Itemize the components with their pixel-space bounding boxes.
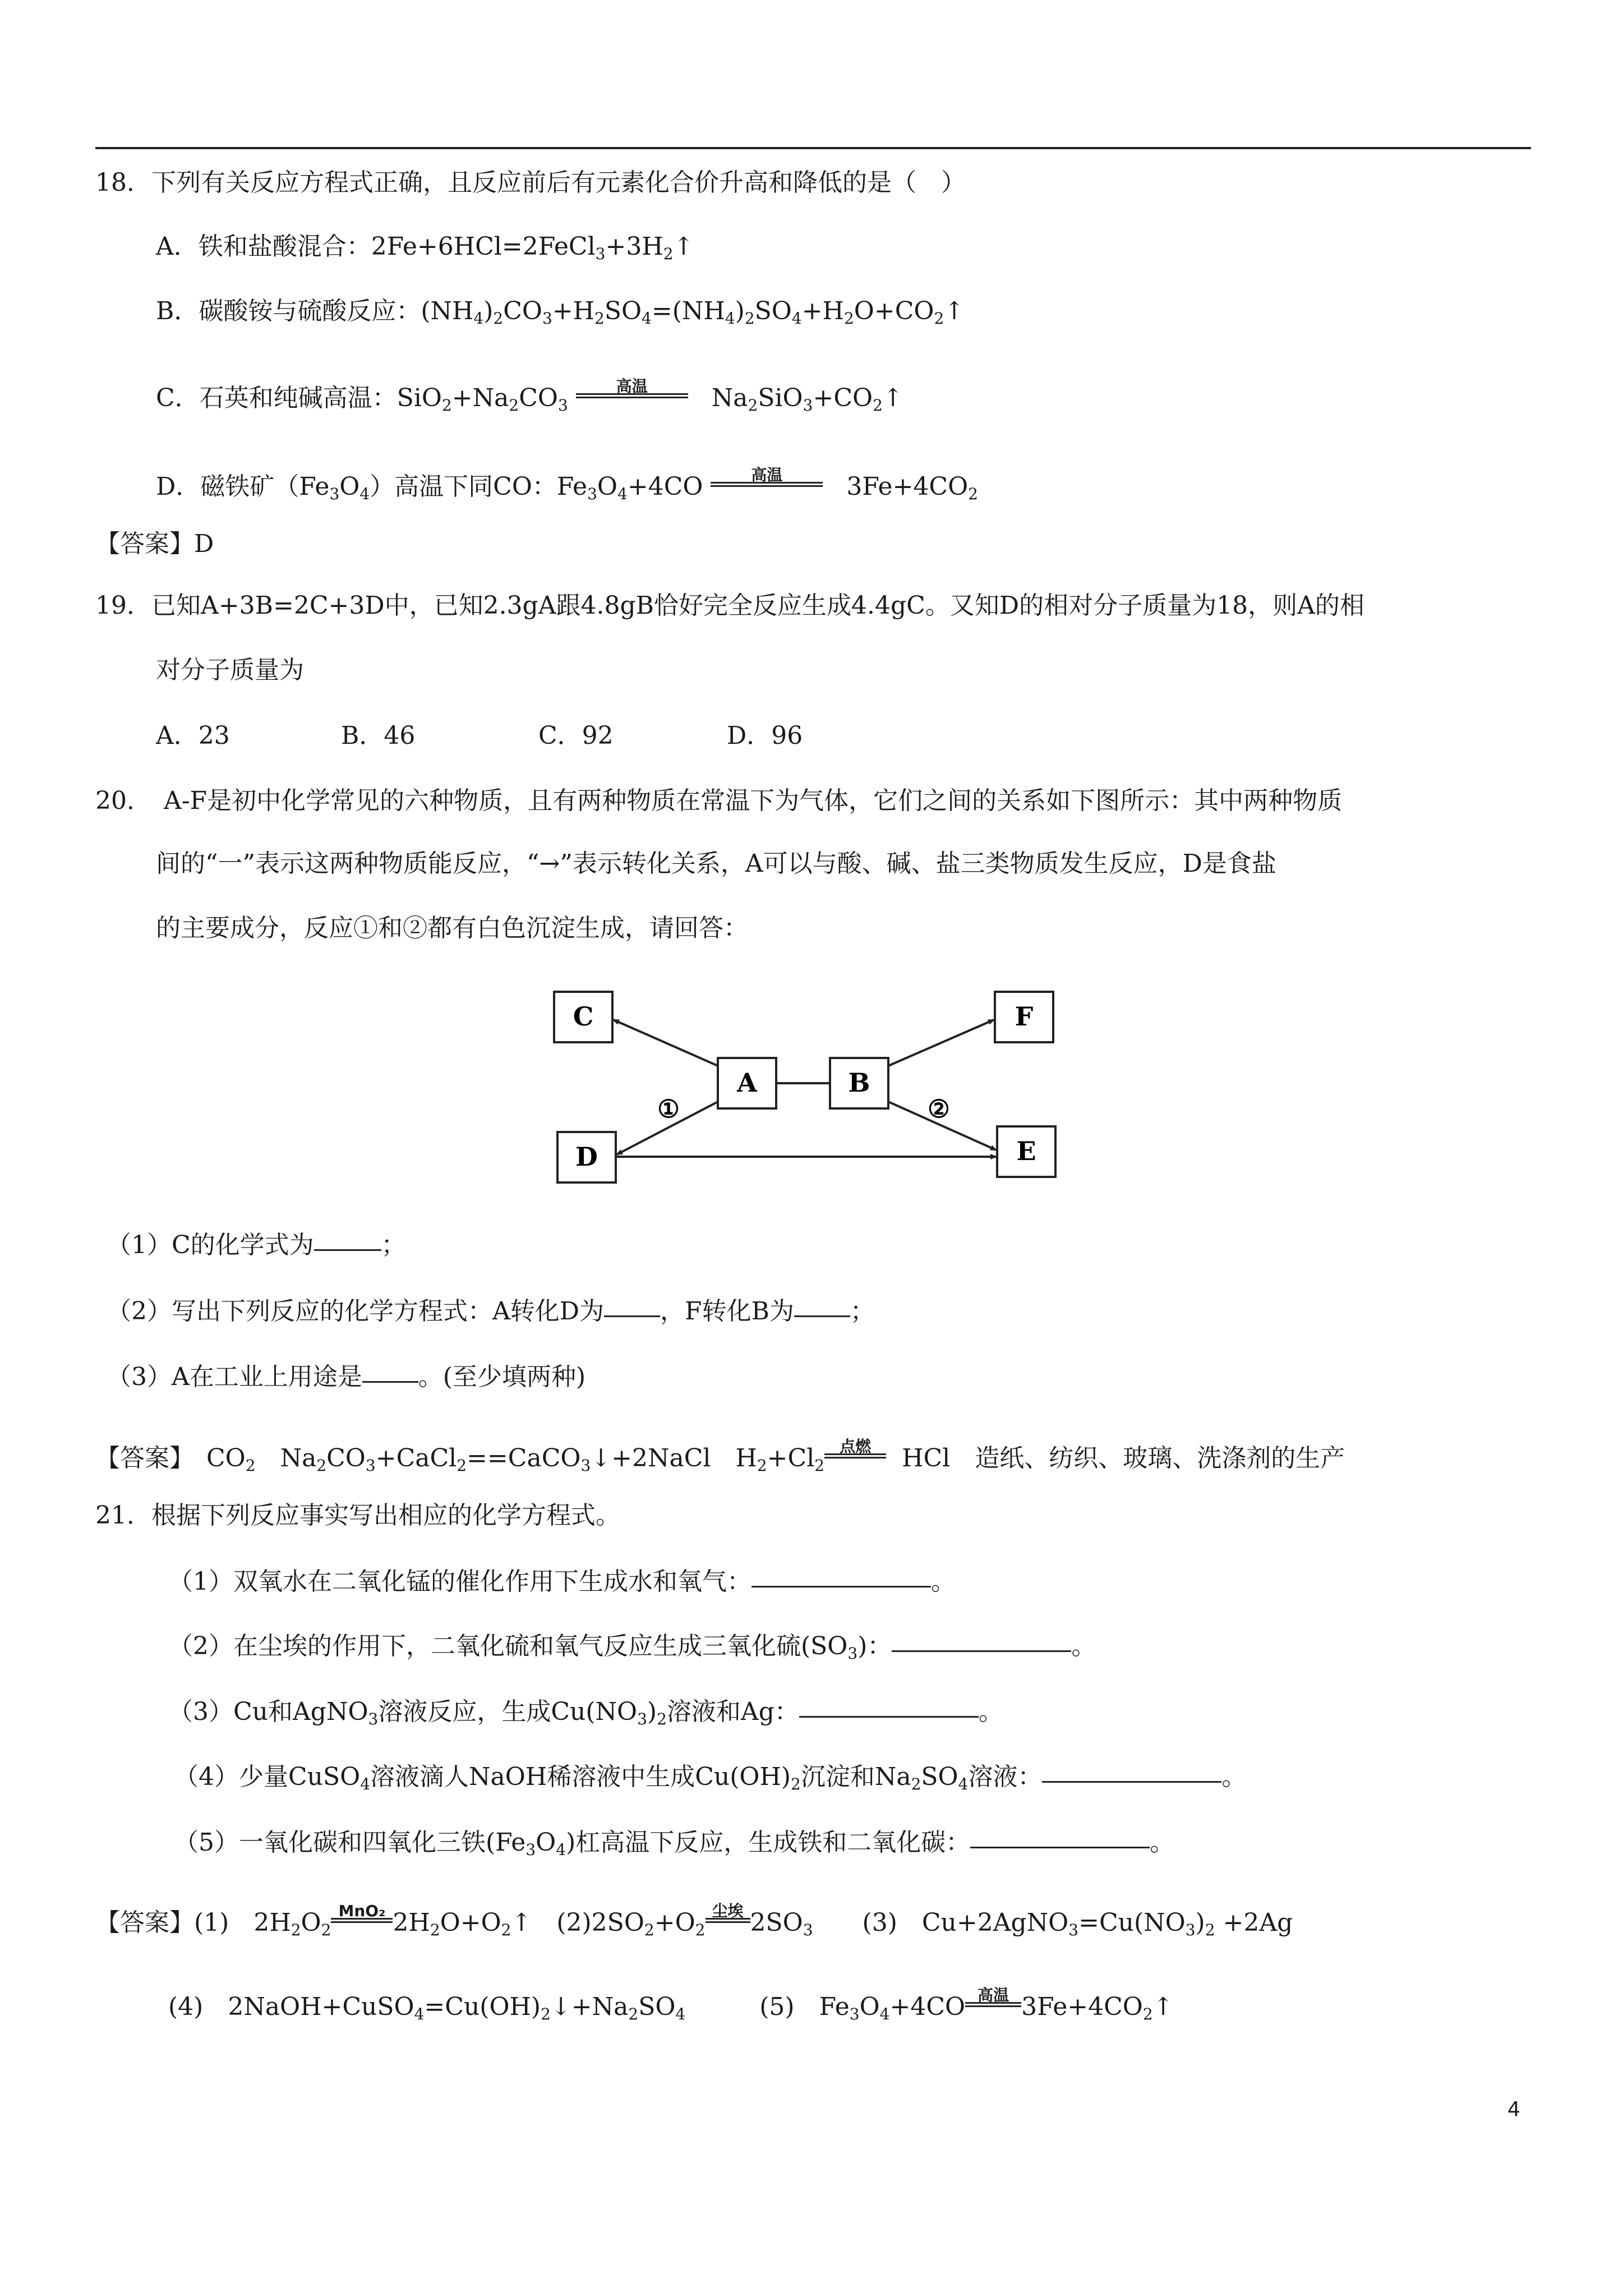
q20-stem: 20． A-F是初中化学常见的六种物质，且有两种物质在常温下为气体，它们之间的关系如下图所示：其中两种物质: [95, 786, 1343, 815]
q20-sub1: （1）C的化学式为 ；: [107, 1231, 406, 1259]
q18-option-b: B．碳酸铵与硫酸反应：$(NH_4)_2CO_3+H_2SO_4=(NH_4)_2SO_4+H_2O+CO_2↑$: [156, 297, 965, 328]
node-f-label: F: [1015, 1001, 1034, 1032]
condition-high-temp: 高温: [751, 466, 783, 484]
node-c-label: C: [573, 1001, 594, 1032]
condition-high-temp: 高温: [978, 1986, 1009, 2004]
q19-option-c: C．92: [538, 721, 614, 750]
arrow-a-c: [614, 1020, 718, 1066]
q20-sub3: （3）A在工业上用途是 。(至少填两种): [107, 1363, 586, 1391]
page-number: 4: [1507, 2098, 1520, 2121]
q19-option-d: D．96: [727, 721, 803, 750]
q18-answer: 【答案】D: [95, 530, 214, 558]
header-rule: [95, 147, 1531, 149]
q19-option-b: B．46: [341, 721, 416, 750]
q20-stem-cont1: 间的“一”表示这两种物质能反应，“→”表示转化关系，A可以与酸、碱、盐三类物质发生反应，D是食盐: [156, 849, 1276, 878]
q19-stem-cont: 对分子质量为: [156, 656, 304, 684]
q21-answer-line2: (4) $2NaOH+CuSO_4=Cu(OH)_2↓+Na_2SO_4$ (5) $Fe_3O_4+4CO$ 高温 $3Fe+4CO_2↑$: [168, 1986, 1174, 2023]
reaction-1-label: ①: [657, 1095, 680, 1124]
node-a-label: A: [737, 1068, 757, 1098]
q20-stem-cont2: 的主要成分，反应①和②都有白色沉淀生成，请回答：: [156, 914, 748, 942]
arrow-b-f: [888, 1020, 994, 1066]
q19-option-a: A．23: [156, 721, 230, 750]
condition-dust: 尘埃: [712, 1902, 744, 1920]
q19-stem: 19．已知A+3B=2C+3D中，已知2.3gA跟4.8gB恰好完全反应生成4.4gC。又知D的相对分子质量为18，则A的相: [95, 591, 1364, 620]
condition-catalyst: MnO₂: [338, 1902, 386, 1920]
q20-sub2: （2）写出下列反应的化学方程式：A转化D为 ，F转化B为 ；: [107, 1297, 875, 1326]
q20-answer: 【答案】 $CO_2$ $Na_2CO_3+CaCl_2==CaCO_3↓+2NaCl$ $H_2+Cl_2$ 点燃 HCl 造纸、纺织、玻璃、洗涤剂的生产: [95, 1437, 1345, 1475]
q18-option-d: D．磁铁矿$(Fe_3O_4)$高温下同CO：$Fe_3O_4+4CO$ 高温 $3Fe+4CO_2$: [156, 466, 978, 503]
node-e-label: E: [1016, 1136, 1036, 1166]
q21-answer-line1: 【答案】(1) $2H_2O_2$ MnO₂ $2H_2O+O_2↑$ $(2)2SO_2+O_2$ 尘埃 $2SO_3$ (3) $Cu+2AgNO_3=Cu(NO_3)_2 +2Ag$: [95, 1902, 1293, 1939]
reaction-2-label: ②: [928, 1095, 950, 1124]
q18-option-c: C．石英和纯碱高温：$SiO_2+Na_2CO_3$ 高温 $Na_2SiO_3+CO_2↑$: [156, 377, 903, 415]
condition-high-temp: 高温: [616, 377, 648, 395]
q21-sub5: （5）一氧化碳和四氧化三铁$(Fe_3O_4)$杠高温下反应，生成铁和二氧化碳： 。: [174, 1828, 1175, 1859]
substance-relation-diagram: [550, 976, 1077, 1200]
q21-sub3: （3）Cu和AgNO$_3$溶液反应，生成$Cu(NO_3)_2$溶液和Ag： 。: [168, 1697, 1003, 1728]
q21-sub1: （1）双氧水在二氧化锰的催化作用下生成水和氧气： 。: [168, 1567, 956, 1596]
node-b-label: B: [848, 1068, 870, 1098]
q21-sub4: （4）少量CuSO$_4$溶液滴人NaOH稀溶液中生成$Cu(OH)_2$沉淀和$Na_2SO_4$溶液： 。: [174, 1763, 1247, 1793]
q21-sub2: （2）在尘埃的作用下，二氧化硫和氧气反应生成三氧化硫$(SO_3)$： 。: [168, 1632, 1096, 1663]
q21-stem: 21．根据下列反应事实写出相应的化学方程式。: [95, 1501, 620, 1530]
condition-ignite: 点燃: [840, 1437, 872, 1456]
q18-option-a: A．铁和盐酸混合：$2Fe+6HCl=2FeCl_3+3H_2↑$: [156, 232, 694, 263]
node-d-label: D: [575, 1142, 598, 1172]
q18-stem: 18．下列有关反应方程式正确，且反应前后有元素化合价升高和降低的是（ ）: [95, 168, 966, 197]
